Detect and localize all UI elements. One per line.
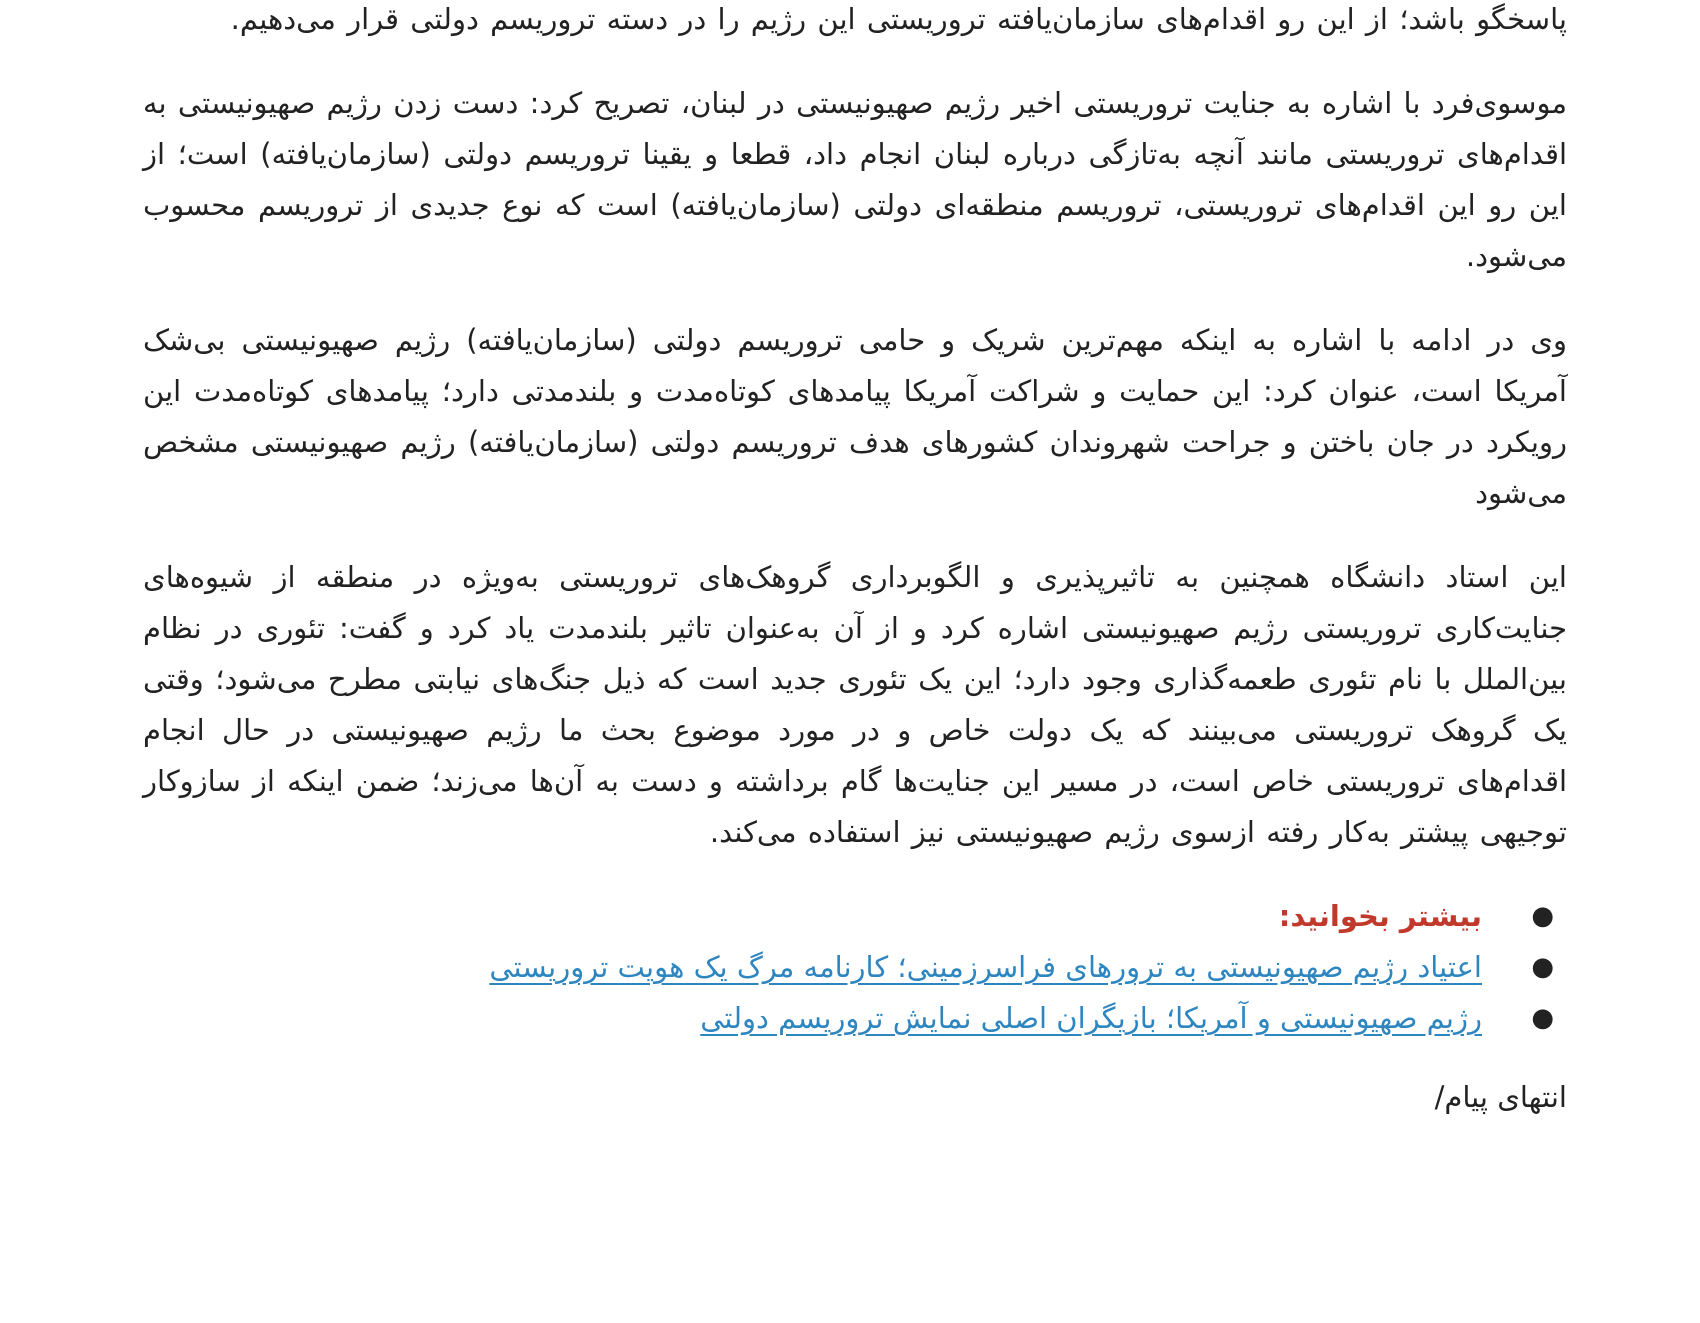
list-item bbox=[143, 993, 1554, 1044]
list-item bbox=[143, 942, 1554, 993]
bullet-icon: ● bbox=[1531, 1003, 1554, 1033]
list-item bbox=[143, 891, 1554, 942]
paragraph-1: پاسخگو باشد؛ از این رو اقدام‌های سازمان‌یافته تروریستی این رژیم را در دسته تروریسم دولتی قرار می‌دهیم. bbox=[230, 2, 1567, 36]
paragraph-4: این استاد دانشگاه همچنین به تاثیرپذیری و الگوبرداری گروهک‌های تروریستی به‌ویژه در منطقه از شیوه‌های جنایت‌کاری تروریستی رژیم صهیونیستی اشاره کرد و از آن به‌عنوان تاثیر بلندمدت یاد کرد و گفت: تئوری در نظام بین‌الملل با نام تئوری طعمه‌گذاری وجود دارد؛ این یک تئوری جدید است که ذیل جنگ‌های نیابتی مطرح می‌شود؛ وقتی یک گروهک تروریستی می‌بینند که یک دولت خاص و در مورد موضوع بحث ما رژیم صهیونیستی در حال انجام اقدام‌های تروریستی خاص است، در مسیر این جنایت‌ها گام برداشته و دست به آن‌ها می‌زند؛ ضمن اینکه از سازوکار توجیهی پیشتر به‌کار رفته ازسوی رژیم صهیونیستی نیز استفاده می‌کند. bbox=[143, 560, 1567, 849]
article-body bbox=[143, 0, 1567, 1123]
paragraph-2: موسوی‌فرد با اشاره به جنایت تروریستی اخیر رژیم صهیونیستی در لبنان، تصریح کرد: دست زدن رژیم صهیونیستی به اقدام‌های تروریستی مانند آنچه به‌تازگی درباره لبنان انجام داد، قطعا و یقینا تروریسم دولتی (سازمان‌یافته) است؛ از این رو این اقدام‌های تروریستی، تروریسم منطقه‌ای دولتی (سازمان‌یافته) است که نوع جدیدی از تروریسم محسوب می‌شود. bbox=[143, 86, 1567, 273]
end-of-message: انتهای پیام/ bbox=[1434, 1080, 1567, 1114]
related-link-2[interactable]: رژیم صهیونیستی و آمریکا؛ بازیگران اصلی نمایش تروریسم دولتی bbox=[700, 1001, 1482, 1035]
paragraph-3: وی در ادامه با اشاره به اینکه مهم‌ترین شریک و حامی تروریسم دولتی (سازمان‌یافته) رژیم صهیونیستی بی‌شک آمریکا است، عنوان کرد: این حمایت و شراکت آمریکا پیامدهای کوتاه‌مدت و بلندمدتی دارد؛ پیامدهای کوتاه‌مدت این رویکرد در جان باختن و جراحت شهروندان کشورهای هدف تروریسم دولتی (سازمان‌یافته) رژیم صهیونیستی مشخص می‌شود bbox=[143, 323, 1567, 510]
related-link-1[interactable]: اعتیاد رژیم صهیونیستی به ترورهای فراسرزمینی؛ کارنامه مرگ یک هویت تروریستی bbox=[489, 950, 1482, 984]
bullet-icon: ● bbox=[1531, 952, 1554, 982]
related-articles-list bbox=[143, 891, 1567, 1044]
bullet-icon: ● bbox=[1531, 901, 1554, 931]
read-more-heading: بیشتر بخوانید: bbox=[1278, 899, 1482, 933]
